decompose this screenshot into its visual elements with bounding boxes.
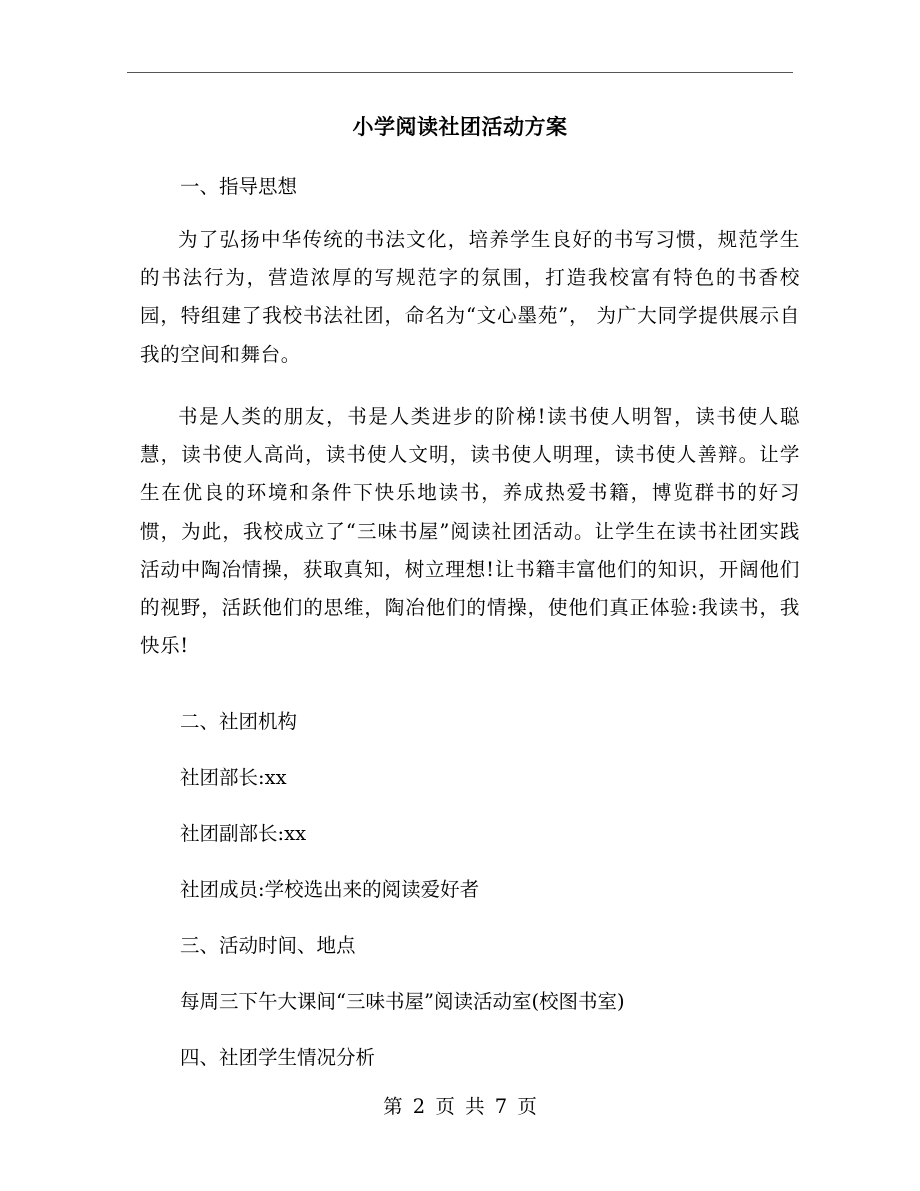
page-number-footer: 第 2 页 共 7 页 bbox=[383, 1095, 537, 1118]
club-deputy-leader: 社团副部长:xx bbox=[180, 822, 307, 845]
paragraph-calligraphy-intro: 为了弘扬中华传统的书法文化，培养学生良好的书写习惯，规范学生的书法行为，营造浓厚的写规范字的氛围，打造我校富有特色的书香校园，特组建了我校书法社团，命名为“文心墨苑”， 为广大同学提供展示自我的空间和舞台。 bbox=[140, 228, 800, 366]
page-title: 小学阅读社团活动方案 bbox=[352, 114, 568, 139]
paragraph-reading-purpose: 书是人类的朋友，书是人类进步的阶梯!读书使人明智，读书使人聪慧，读书使人高尚，读书使人文明，读书使人明理，读书使人善辩。让学生在优良的环境和条件下快乐地读书，养成热爱书籍，博览群书的好习惯，为此，我校成立了“三味书屋”阅读社团活动。让学生在读书社团实践活动中陶冶情操，获取真知，树立理想!让书籍丰富他们的知识，开阔他们的视野，活跃他们的思维，陶冶他们的情操，使他们真正体验:我读书，我快乐! bbox=[140, 405, 800, 658]
section-heading-club-structure: 二、社团机构 bbox=[180, 710, 298, 733]
club-members: 社团成员:学校选出来的阅读爱好者 bbox=[180, 878, 480, 901]
section-heading-time-place: 三、活动时间、地点 bbox=[180, 934, 356, 957]
activity-time-place: 每周三下午大课间“三味书屋”阅读活动室(校图书室) bbox=[180, 990, 625, 1013]
section-heading-guiding-thought: 一、指导思想 bbox=[180, 175, 298, 198]
header-rule bbox=[127, 72, 793, 73]
section-heading-student-analysis: 四、社团学生情况分析 bbox=[180, 1046, 376, 1069]
club-leader: 社团部长:xx bbox=[180, 766, 287, 789]
